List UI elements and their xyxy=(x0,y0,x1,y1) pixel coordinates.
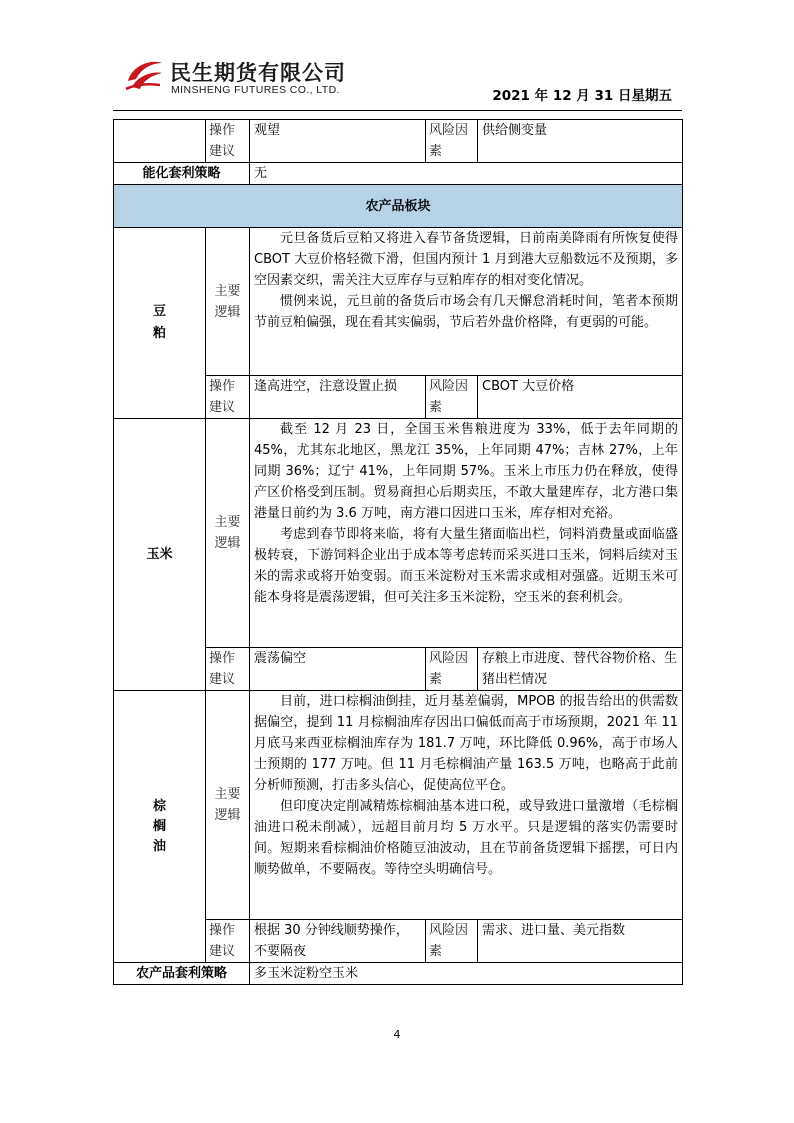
section-header-row xyxy=(114,185,683,228)
risk-factor-label: 风险因素 xyxy=(426,920,478,963)
risk-factor-label: 风险因素 xyxy=(426,648,478,691)
corn-para-2: 考虑到春节即将来临，将有大量生猪面临出栏，饲料消费量或面临盛极转衰，下游饲料企业出于成本等考虑转而采买进口玉米，饲料后续对玉米的需求或将开始变弱。而玉米淀粉对玉米需求或相对强盛。近期玉米可能本身将是震荡逻辑，但可关注多玉米淀粉，空玉米的套利机会。 xyxy=(254,527,678,605)
energy-strategy-label: 能化套利策略 xyxy=(114,163,250,185)
palm-para-1: 目前，进口棕榈油倒挂，近月基差偏弱，MPOB 的报告给出的供需数据偏空，提到 11 月棕榈油库存因出口偏低而高于市场预期，2021 年 11 月底马来西亚棕榈油库存为 181.7 万吨，环比降低 0.96%，高于市场人士预期的 177 万吨。但 11 月毛棕榈油产量 163.5 万吨，也略高于此前分析师预测，打击多头信心，促使高位平仓。 xyxy=(254,694,678,793)
agri-strategy-label: 农产品套利策略 xyxy=(114,963,250,985)
table-row xyxy=(114,963,683,985)
risk-factor-label: 风险因素 xyxy=(426,376,478,419)
corn-logic xyxy=(250,419,683,648)
palm-para-2: 但印度决定削减精炼棕榈油基本进口税，或导致进口量激增（毛棕榈油进口税未削减），远超目前月均 5 万水平。只是逻辑的落实仍需要时间。短期来看棕榈油价格随豆油波动，且在节前备货逻辑下摇摆，可日内顺势做单，不要隔夜。等待空头明确信号。 xyxy=(254,799,678,877)
op-advice-label: 操作建议 xyxy=(206,648,250,691)
commodity-name: 棕榈油 xyxy=(152,798,166,854)
main-logic-label: 主要逻辑 xyxy=(206,691,250,920)
table-row xyxy=(114,419,683,648)
commodity-soymeal xyxy=(114,228,206,419)
commodity-palm-oil xyxy=(114,691,206,963)
op-advice-label: 操作建议 xyxy=(206,376,250,419)
main-logic-label: 主要逻辑 xyxy=(206,419,250,648)
palm-op-value: 根据 30 分钟线顺势操作，不要隔夜 xyxy=(250,920,426,963)
page-header xyxy=(0,0,794,120)
soymeal-para-1: 元旦备货后豆粕又将进入春节备货逻辑，日前南美降雨有所恢复使得 CBOT 大豆价格轻微下滑，但国内预计 1 月到港大豆船数远不及预期，多空因素交织，需关注大豆库存与豆粕库存的相对变化情况。 xyxy=(254,231,678,288)
minsheng-logo-icon xyxy=(124,55,164,95)
risk-factor-value: 供给侧变量 xyxy=(478,120,683,163)
empty-cell xyxy=(114,120,206,163)
page-number: 4 xyxy=(393,1028,401,1041)
risk-factor-label: 风险因素 xyxy=(426,120,478,163)
company-name-en: MINSHENG FUTURES CO., LTD. xyxy=(171,84,340,96)
table-row xyxy=(114,228,683,376)
company-name-cn: 民生期货有限公司 xyxy=(170,61,346,85)
report-date: 2021 年 12 月 31 日星期五 xyxy=(492,88,672,104)
corn-op-value: 震荡偏空 xyxy=(250,648,426,691)
strategy-table xyxy=(113,119,683,985)
corn-risk-value: 存粮上市进度、替代谷物价格、生猪出栏情况 xyxy=(478,648,683,691)
corn-para-1: 截至 12 月 23 日，全国玉米售粮进度为 33%，低于去年同期的 45%，尤其东北地区，黑龙江 35%，上年同期 47%；吉林 27%，上年同期 36%；辽宁 41%，上年同期 57%。玉米上市压力仍在释放，使得产区价格受到压制。贸易商担心后期卖压，不敢大量建库存，北方港口集港量日前约为 3.6 万吨，南方港口因进口玉米，库存相对充裕。 xyxy=(254,422,678,521)
palm-logic xyxy=(250,691,683,920)
section-title: 农产品板块 xyxy=(114,185,683,228)
table-row xyxy=(114,120,683,163)
table-row xyxy=(114,163,683,185)
table-row xyxy=(114,691,683,920)
soymeal-risk-value: CBOT 大豆价格 xyxy=(478,376,683,419)
soymeal-logic xyxy=(250,228,683,376)
soymeal-op-value: 逢高进空，注意设置止损 xyxy=(250,376,426,419)
commodity-name: 玉米 xyxy=(146,547,173,562)
soymeal-para-2: 惯例来说，元旦前的备货后市场会有几天懈怠消耗时间，笔者本预期节前豆粕偏强，现在看其实偏弱，节后若外盘价格降，有更弱的可能。 xyxy=(254,294,678,330)
op-advice-label: 操作建议 xyxy=(206,920,250,963)
op-advice-label: 操作建议 xyxy=(206,120,250,163)
agri-strategy-value: 多玉米淀粉空玉米 xyxy=(250,963,683,985)
commodity-name: 豆粕 xyxy=(152,304,166,341)
main-logic-label: 主要逻辑 xyxy=(206,228,250,376)
energy-strategy-value: 无 xyxy=(250,163,683,185)
op-advice-value: 观望 xyxy=(250,120,426,163)
header-rule xyxy=(113,110,682,111)
palm-risk-value: 需求、进口量、美元指数 xyxy=(478,920,683,963)
commodity-corn xyxy=(114,419,206,691)
